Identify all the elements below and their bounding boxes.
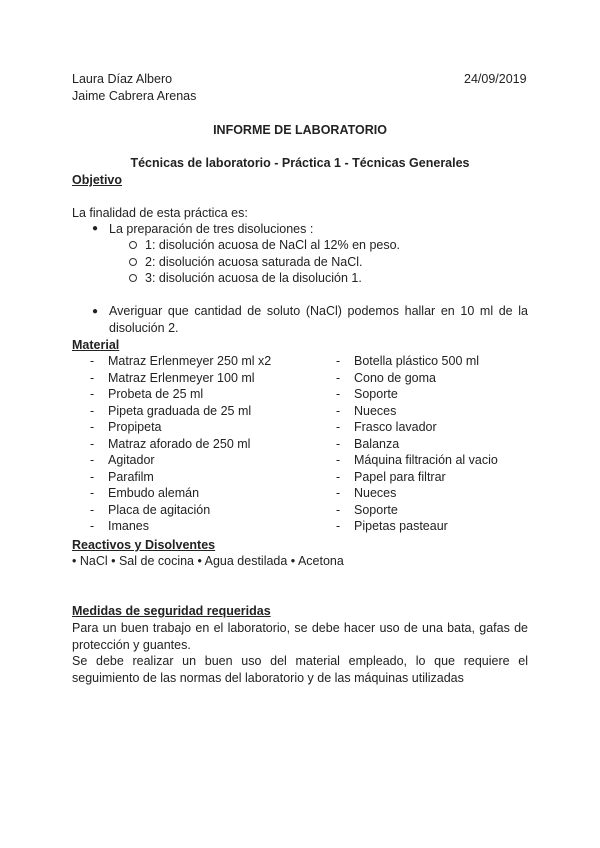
author-2: Jaime Cabrera Arenas: [72, 89, 197, 103]
list-item: - Balanza: [336, 436, 400, 451]
circle-bullet-icon: [129, 258, 137, 266]
section-heading-material: Material: [72, 338, 120, 352]
list-item: - Propipeta: [90, 420, 162, 434]
list-item: - Pipeta graduada de 25 ml: [90, 403, 252, 418]
objetivo-subitem-1: 1: disolución acuosa de NaCl al 12% en peso.: [145, 238, 401, 252]
list-item: - Soporte: [336, 387, 398, 401]
objetivo-item-2-line1: Averiguar que cantidad de soluto (NaCl) podemos hallar en 10 ml de la: [109, 304, 528, 318]
bullet-icon: ●: [92, 223, 99, 234]
list-item: - Soporte: [336, 502, 398, 517]
list-item: - Cono de goma: [336, 370, 437, 385]
reactivos-list: • NaCl • Sal de cocina • Agua destilada • Acetona: [72, 554, 344, 568]
list-item: - Máquina filtración al vacio: [336, 453, 498, 467]
list-item: - Frasco lavador: [336, 420, 437, 434]
list-item: - Botella plástico 500 ml: [336, 354, 480, 368]
report-date: 24/09/2019: [464, 72, 527, 86]
list-item: - Matraz aforado de 250 ml: [90, 436, 251, 451]
objetivo-subitem-3: 3: disolución acuosa de la disolución 1.: [145, 271, 362, 285]
author-1: Laura Díaz Albero: [72, 72, 173, 86]
material-list-left: [90, 353, 320, 535]
objetivo-item-1: La preparación de tres disoluciones :: [109, 222, 314, 236]
list-item: - Matraz Erlenmeyer 250 ml x2: [90, 354, 272, 368]
circle-bullet-icon: [129, 241, 137, 249]
report-title: INFORME DE LABORATORIO: [213, 123, 387, 137]
list-item: - Pipetas pasteaur: [336, 519, 448, 533]
list-item: - Nueces: [336, 486, 397, 500]
list-item: - Imanes: [90, 519, 149, 533]
objetivo-subitem-2: 2: disolución acuosa saturada de NaCl.: [145, 255, 363, 269]
seguridad-paragraph-1: Para un buen trabajo en el laboratorio, se debe hacer uso de una bata, gafas de protección y guantes.: [72, 621, 528, 652]
list-item: - Matraz Erlenmeyer 100 ml: [90, 370, 255, 385]
section-heading-reactivos: Reactivos y Disolventes: [72, 538, 216, 552]
list-item: - Agitador: [90, 453, 155, 467]
objetivo-item-2-line2: disolución 2.: [109, 321, 179, 335]
list-item: - Embudo alemán: [90, 486, 200, 500]
list-item: - Parafilm: [90, 469, 154, 484]
bullet-icon: ●: [92, 306, 99, 317]
report-subtitle: Técnicas de laboratorio - Práctica 1 - Técnicas Generales: [130, 156, 470, 170]
list-item: - Placa de agitación: [90, 502, 211, 517]
list-item: - Nueces: [336, 403, 397, 418]
seguridad-paragraph-2: Se debe realizar un buen uso del material empleado, lo que requiere el seguimiento de las normas del laboratorio y de las máquinas utilizadas: [72, 654, 528, 685]
list-item: - Papel para filtrar: [336, 469, 446, 484]
circle-bullet-icon: [129, 274, 137, 282]
material-list-right: [336, 353, 566, 535]
list-item: - Probeta de 25 ml: [90, 387, 204, 401]
section-heading-seguridad: Medidas de seguridad requeridas: [72, 604, 271, 618]
objetivo-intro: La finalidad de esta práctica es:: [72, 206, 248, 220]
section-heading-objetivo: Objetivo: [72, 173, 123, 187]
